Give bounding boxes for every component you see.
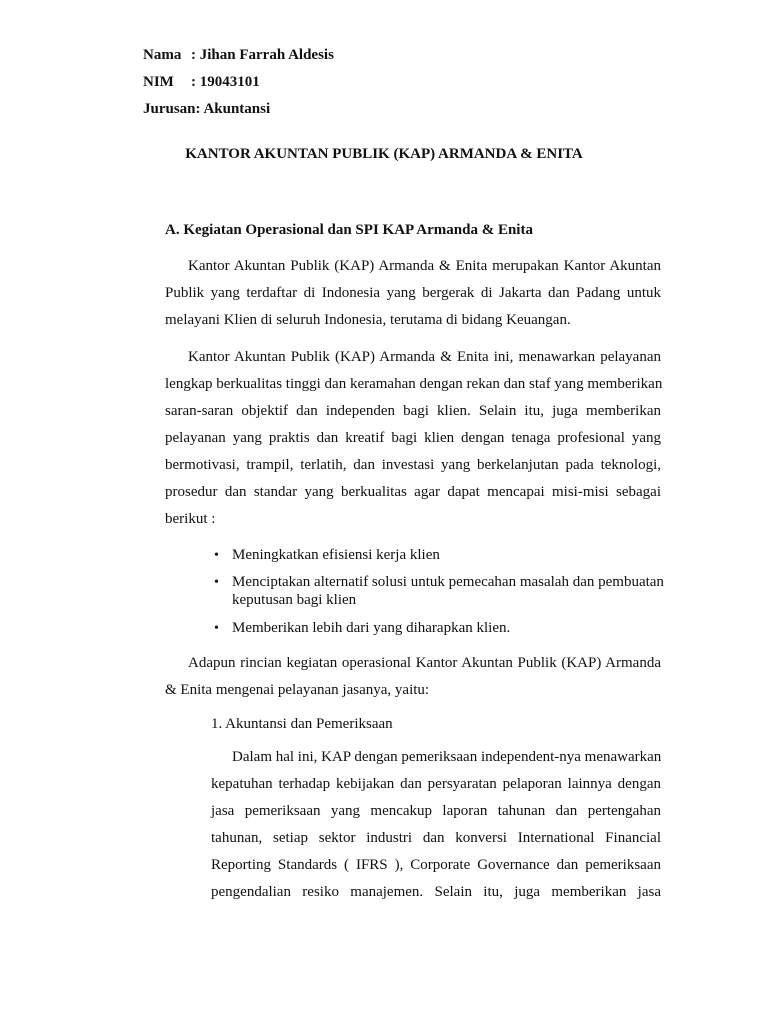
nama-row (143, 47, 334, 64)
nama-label: Nama (143, 47, 182, 63)
list-item-text: Memberikan lebih dari yang diharapkan klien. (232, 620, 511, 636)
p1-line-2: Publik yang terdaftar di Indonesia yang bergerak di Jakarta dan Padang untuk (165, 285, 661, 301)
bullet-icon: • (214, 575, 219, 590)
p2-line-5: bermotivasi, trampil, terlatih, dan investasi yang berkelanjutan pada teknologi, (165, 457, 661, 473)
p1-line-3: melayani Klien di seluruh Indonesia, terutama di bidang Keuangan. (165, 312, 571, 328)
bullet-icon: • (214, 621, 219, 636)
p4-line-3: jasa pemeriksaan yang mencakup laporan tahunan dan pertengahan (211, 803, 661, 819)
section-a-heading: A. Kegiatan Operasional dan SPI KAP Armanda & Enita (165, 222, 533, 238)
p1-line-1: Kantor Akuntan Publik (KAP) Armanda & Enita merupakan Kantor Akuntan (188, 258, 661, 274)
p4-line-5: Reporting Standards ( IFRS ), Corporate Governance dan pemeriksaan (211, 857, 661, 873)
p2-line-1: Kantor Akuntan Publik (KAP) Armanda & Enita ini, menawarkan pelayanan (188, 349, 661, 365)
nama-value: : Jihan Farrah Aldesis (191, 47, 334, 63)
p3-line-1: Adapun rincian kegiatan operasional Kantor Akuntan Publik (KAP) Armanda (188, 655, 661, 671)
document-title: KANTOR AKUNTAN PUBLIK (KAP) ARMANDA & ENITA (185, 146, 583, 162)
nim-label: NIM (143, 74, 174, 90)
nim-row (143, 74, 260, 91)
list-item-text-cont: keputusan bagi klien (232, 592, 357, 608)
p2-line-2: lengkap berkualitas tinggi dan keramahan dengan rekan dan staf yang memberikan (165, 376, 663, 392)
p2-line-3: saran-saran objektif dan independen bagi klien. Selain itu, juga memberikan (165, 403, 661, 419)
p2-line-7: berikut : (165, 511, 216, 527)
p2-line-6: prosedur dan standar yang berkualitas agar dapat mencapai misi-misi sebagai (165, 484, 661, 500)
list-item-text: Meningkatkan efisiensi kerja klien (232, 547, 440, 563)
p2-line-4: pelayanan yang praktis dan kreatif bagi klien dengan tenaga profesional yang (165, 430, 661, 446)
nim-value: : 19043101 (191, 74, 260, 90)
p4-line-1: Dalam hal ini, KAP dengan pemeriksaan independent-nya menawarkan (232, 749, 662, 765)
p4-line-2: kepatuhan terhadap kebijakan dan persyaratan pelaporan lainnya dengan (211, 776, 661, 792)
p4-line-4: tahunan, setiap sektor industri dan konversi International Financial (211, 830, 661, 846)
p3-line-2: & Enita mengenai pelayanan jasanya, yaitu: (165, 682, 430, 698)
item-1-heading: 1. Akuntansi dan Pemeriksaan (211, 716, 393, 732)
p4-line-6: pengendalian resiko manajemen. Selain itu, juga memberikan jasa (211, 884, 661, 900)
list-item-text: Menciptakan alternatif solusi untuk pemecahan masalah dan pembuatan (232, 574, 664, 590)
jurusan-row: Jurusan: Akuntansi (143, 101, 271, 117)
bullet-icon: • (214, 548, 219, 563)
